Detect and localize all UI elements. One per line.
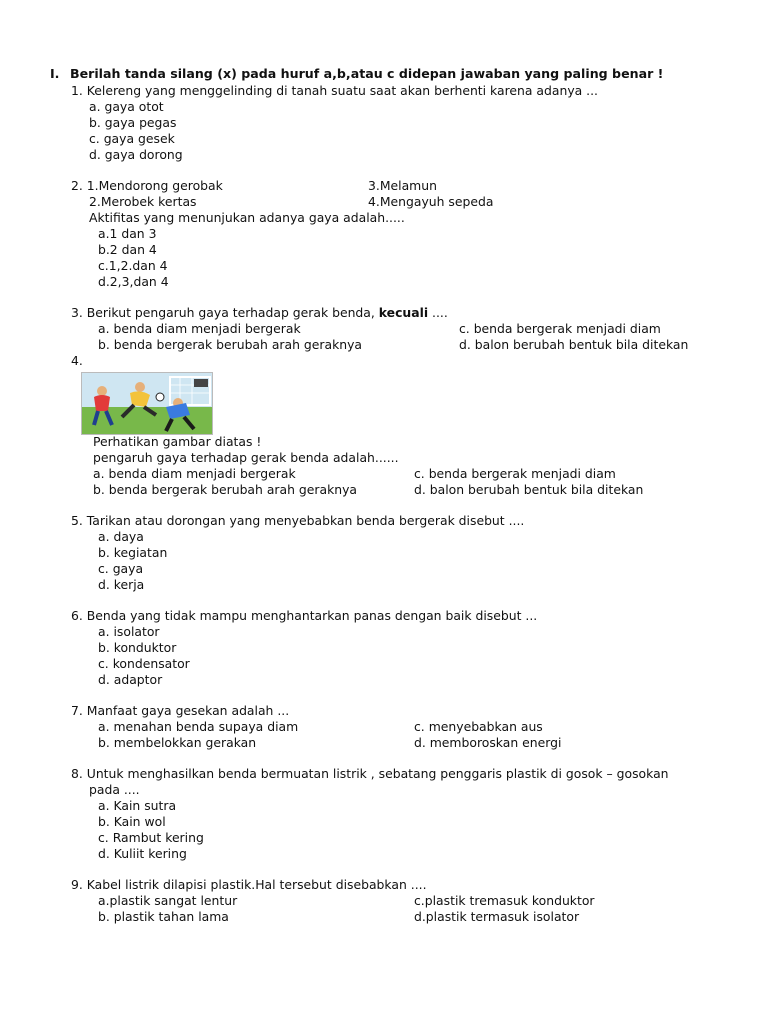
q8-option-a: a. Kain sutra: [98, 798, 177, 813]
q2-option-b: b.2 dan 4: [98, 242, 157, 257]
q7-stem: 7. Manfaat gaya gesekan adalah ...: [71, 703, 290, 718]
q9-option-b: b. plastik tahan lama: [98, 909, 229, 924]
q6-stem: 6. Benda yang tidak mampu menghantarkan panas dengan baik disebut ...: [71, 608, 538, 623]
q4-option-b: b. benda bergerak berubah arah geraknya: [93, 482, 358, 497]
q9-option-c: c.plastik tremasuk konduktor: [414, 893, 595, 908]
q9-option-a: a.plastik sangat lentur: [98, 893, 238, 908]
q7-option-d: d. memboroskan energi: [414, 735, 562, 750]
q9-option-d: d.plastik termasuk isolator: [414, 909, 580, 924]
q6-option-a: a. isolator: [98, 624, 160, 639]
soccer-scene-image: [82, 373, 212, 434]
q3-stem-text: 3. Berikut pengaruh gaya terhadap gerak benda,: [71, 305, 379, 320]
q3-stem-emphasis: kecuali: [378, 305, 429, 320]
q7-option-a: a. menahan benda supaya diam: [98, 719, 299, 734]
q1-option-b: b. gaya pegas: [89, 115, 177, 130]
q4-stem: pengaruh gaya terhadap gerak benda adalah......: [93, 450, 399, 465]
q9-stem: 9. Kabel listrik dilapisi plastik.Hal tersebut disebabkan ....: [71, 877, 427, 892]
q3-stem: [71, 305, 448, 321]
q5-option-c: c. gaya: [98, 561, 144, 576]
section-instruction: Berilah tanda silang (x) pada huruf a,b,atau c didepan jawaban yang paling benar !: [70, 66, 664, 81]
q8-option-c: c. Rambut kering: [98, 830, 204, 845]
q7-option-b: b. membelokkan gerakan: [98, 735, 257, 750]
q4-option-d: d. balon berubah bentuk bila ditekan: [414, 482, 644, 497]
q6-option-d: d. adaptor: [98, 672, 163, 687]
q8-stem: 8. Untuk menghasilkan benda bermuatan listrik , sebatang penggaris plastik di gosok – gosokan: [71, 766, 669, 781]
q5-stem: 5. Tarikan atau dorongan yang menyebabkan benda bergerak disebut ....: [71, 513, 525, 528]
q4-number: 4.: [71, 353, 83, 368]
section-number: I.: [50, 66, 60, 81]
q1-option-a: a. gaya otot: [89, 99, 164, 114]
q8-option-d: d. Kuliit kering: [98, 846, 187, 861]
q2-option-c: c.1,2.dan 4: [98, 258, 168, 273]
q1-stem: 1. Kelereng yang menggelinding di tanah suatu saat akan berhenti karena adanya ...: [71, 83, 598, 98]
q3-option-d: d. balon berubah bentuk bila ditekan: [459, 337, 689, 352]
q1-option-d: d. gaya dorong: [89, 147, 183, 162]
q2-activity-1: 2. 1.Mendorong gerobak: [71, 178, 223, 193]
q6-option-c: c. kondensator: [98, 656, 190, 671]
q2-activity-3: 3.Melamun: [368, 178, 437, 193]
q2-option-a: a.1 dan 3: [98, 226, 157, 241]
soccer-players-illustration: [81, 372, 213, 435]
q5-option-b: b. kegiatan: [98, 545, 168, 560]
q2-option-d: d.2,3,dan 4: [98, 274, 169, 289]
q2-activity-4: 4.Mengayuh sepeda: [368, 194, 494, 209]
q4-instruction: Perhatikan gambar diatas !: [93, 434, 262, 449]
q3-option-c: c. benda bergerak menjadi diam: [459, 321, 661, 336]
q8-stem-continued: pada ....: [89, 782, 140, 797]
q2-stem: Aktifitas yang menunjukan adanya gaya adalah.....: [89, 210, 405, 225]
q4-option-a: a. benda diam menjadi bergerak: [93, 466, 296, 481]
q5-option-d: d. kerja: [98, 577, 145, 592]
q3-option-a: a. benda diam menjadi bergerak: [98, 321, 301, 336]
q3-option-b: b. benda bergerak berubah arah geraknya: [98, 337, 363, 352]
q5-option-a: a. daya: [98, 529, 144, 544]
q1-option-c: c. gaya gesek: [89, 131, 175, 146]
q2-activity-2: 2.Merobek kertas: [89, 194, 197, 209]
q7-option-c: c. menyebabkan aus: [414, 719, 543, 734]
q6-option-b: b. konduktor: [98, 640, 177, 655]
q8-option-b: b. Kain wol: [98, 814, 166, 829]
q4-option-c: c. benda bergerak menjadi diam: [414, 466, 616, 481]
q3-stem-end: ....: [428, 305, 448, 320]
